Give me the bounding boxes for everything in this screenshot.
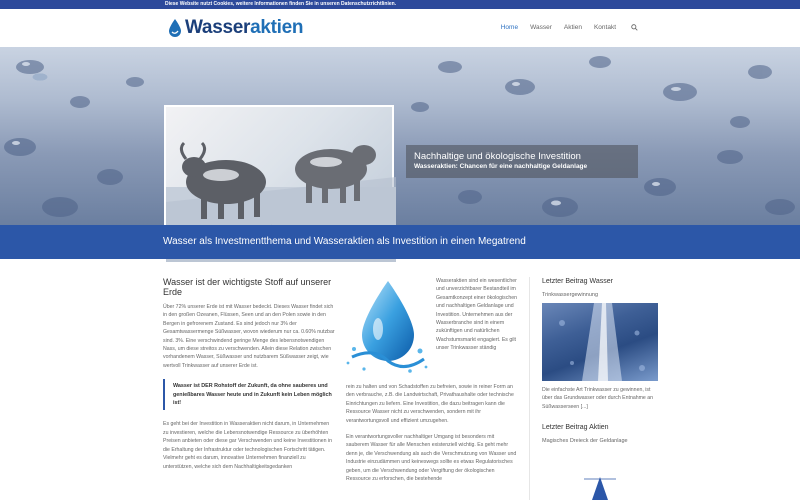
main-nav bbox=[501, 24, 638, 31]
site-header bbox=[0, 9, 800, 47]
nav-wasser[interactable]: Wasser bbox=[530, 24, 552, 31]
content-column-middle bbox=[436, 277, 518, 353]
sidebar-post-wasser-image[interactable] bbox=[542, 303, 658, 381]
sidebar bbox=[542, 277, 660, 449]
nav-home[interactable]: Home bbox=[500, 24, 519, 31]
sidebar-heading-aktien: Letzter Beitrag Aktien bbox=[542, 424, 609, 432]
sidebar-post-aktien-title[interactable]: Magisches Dreieck der Geldanlage bbox=[542, 438, 628, 445]
site-logo[interactable] bbox=[168, 16, 303, 40]
paragraph-ressource: rein zu halten und von Schadstoffen zu befreien, sowie in reiner Form an den verbrauche, z.B. die Landwirtschaft, Privathaushalte oder technische Einrichtungen zu liefern. Eine Investition, die dazu beitragen kann die Ressource Wasser nicht zu verschwenden, sondern mit ihr verantwortungsvoll und effizient umzugehen. bbox=[346, 384, 514, 424]
paragraph-investment: Es geht bei der Investition in Wasseraktien nicht darum, in Unternehmen zu investieren, welche die Lebensnotwendige Ressource zu überhöhten Preisen anbieten oder diese gar Verschwenden und keine Investitionen in die Erhaltung der Infrastruktur oder technologischen Fortschritt tätigen. Vielmehr geht es darum, innovative Unternehmen finanziell zu unterstützen, welche sich dem Nachhaltigkeitsgedanken bbox=[163, 421, 332, 470]
band-headline: Wasser als Investmentthema und Wasseraktien als Investition in einen Megatrend bbox=[163, 236, 526, 247]
main-content bbox=[0, 259, 800, 500]
headline-band bbox=[0, 225, 800, 259]
paragraph-intro: Über 72% unserer Erde ist mit Wasser bedeckt. Dieses Wasser findet sich in den großen Ozeanen, Flüssen, Seen und an den Polen sowie in den Bergen in gefrorenem Zustand. Es sind jedoch nur 3% der Gesamtwassermenge Süßwasser, wovon wiederum nur ca. 0.60% nutzbar sind. 3%. Eine verschwindend geringe Menge des lebensnotwendigen Nass, um diese streitos zu verschwenden. Allein diese Relation zwischen vorhandenem Wasser, Süßwasser und nutzbarem Süßwasser zeigt, wie wertvoll Trinkwasser auf unserer Erde ist. bbox=[163, 304, 335, 369]
paragraph-umgang: Ein verantwortungsvoller nachhaltiger Umgang ist besonders mit sauberem Wasser für alle Menschen existenziell wichtig. Es geht mehr denn je, die Verschwendung als auch die Verschmutzung von Wasser und Industrie einzudämmen und keineswegs sollte es etwas Regulatorisches geben, um die Verschwendung oder Vergiftung der ökologischen Ressource zu erforschen, die bestehende bbox=[346, 434, 517, 483]
highlight-quote: Wasser ist DER Rohstoff der Zukunft, da ohne sauberes und genießbares Wasser heute und in Zukunft kein Leben möglich ist! bbox=[163, 379, 335, 410]
hero-subtitle: Wasseraktien: Chancen für eine nachhaltige Geldanlage bbox=[414, 163, 588, 170]
sidebar-divider bbox=[529, 277, 530, 500]
search-icon[interactable] bbox=[631, 24, 638, 31]
water-drop-logo-icon bbox=[168, 18, 182, 38]
hero-title: Nachhaltige und ökologische Investition bbox=[414, 151, 581, 162]
water-drop-illustration bbox=[344, 277, 428, 377]
hero-section bbox=[0, 47, 800, 225]
nav-kontakt[interactable]: Kontakt bbox=[593, 24, 616, 31]
sidebar-heading-wasser: Letzter Beitrag Wasser bbox=[542, 278, 613, 285]
sidebar-post-wasser-excerpt: Die einfachste Art Trinkwasser zu gewinnen, ist über das Grundwasser oder durch Entnahme an Süßwasserseen [...] bbox=[542, 387, 654, 410]
logo-text-part2: aktien bbox=[250, 17, 304, 38]
hero-caption-box bbox=[406, 145, 638, 178]
section-heading: Wasser ist der wichtigste Stoff auf unserer Erde bbox=[163, 277, 332, 297]
content-column-middle-lower bbox=[346, 383, 518, 483]
content-column-left bbox=[163, 277, 335, 471]
paragraph-wasseraktien: Wasseraktien sind ein wesentlicher und unverzichtbarer Bestandteil im Gesamtkonzept einer ökologischen und nachhaltigen Geldanlage und Investition. Unternehmen aus der Wasserbranche sind in einem zukünftigen und natürlichen Wachstumsmarkt engagiert. Es gilt unser Trinkwasser ständig bbox=[436, 278, 518, 352]
sidebar-post-wasser-title[interactable]: Trinkwassergewinnung bbox=[542, 292, 599, 298]
water-drops-background bbox=[0, 47, 800, 225]
sidebar-post-aktien-image[interactable] bbox=[542, 471, 658, 500]
cookie-notice-text: Diese Website nutzt Cookies, weitere Informationen finden Sie in unseren Datenschutzrichtlinien. bbox=[165, 1, 397, 7]
nav-aktien[interactable]: Aktien bbox=[563, 24, 582, 31]
logo-text-part1: Wasser bbox=[185, 17, 251, 38]
cookie-notice-bar bbox=[0, 0, 800, 9]
